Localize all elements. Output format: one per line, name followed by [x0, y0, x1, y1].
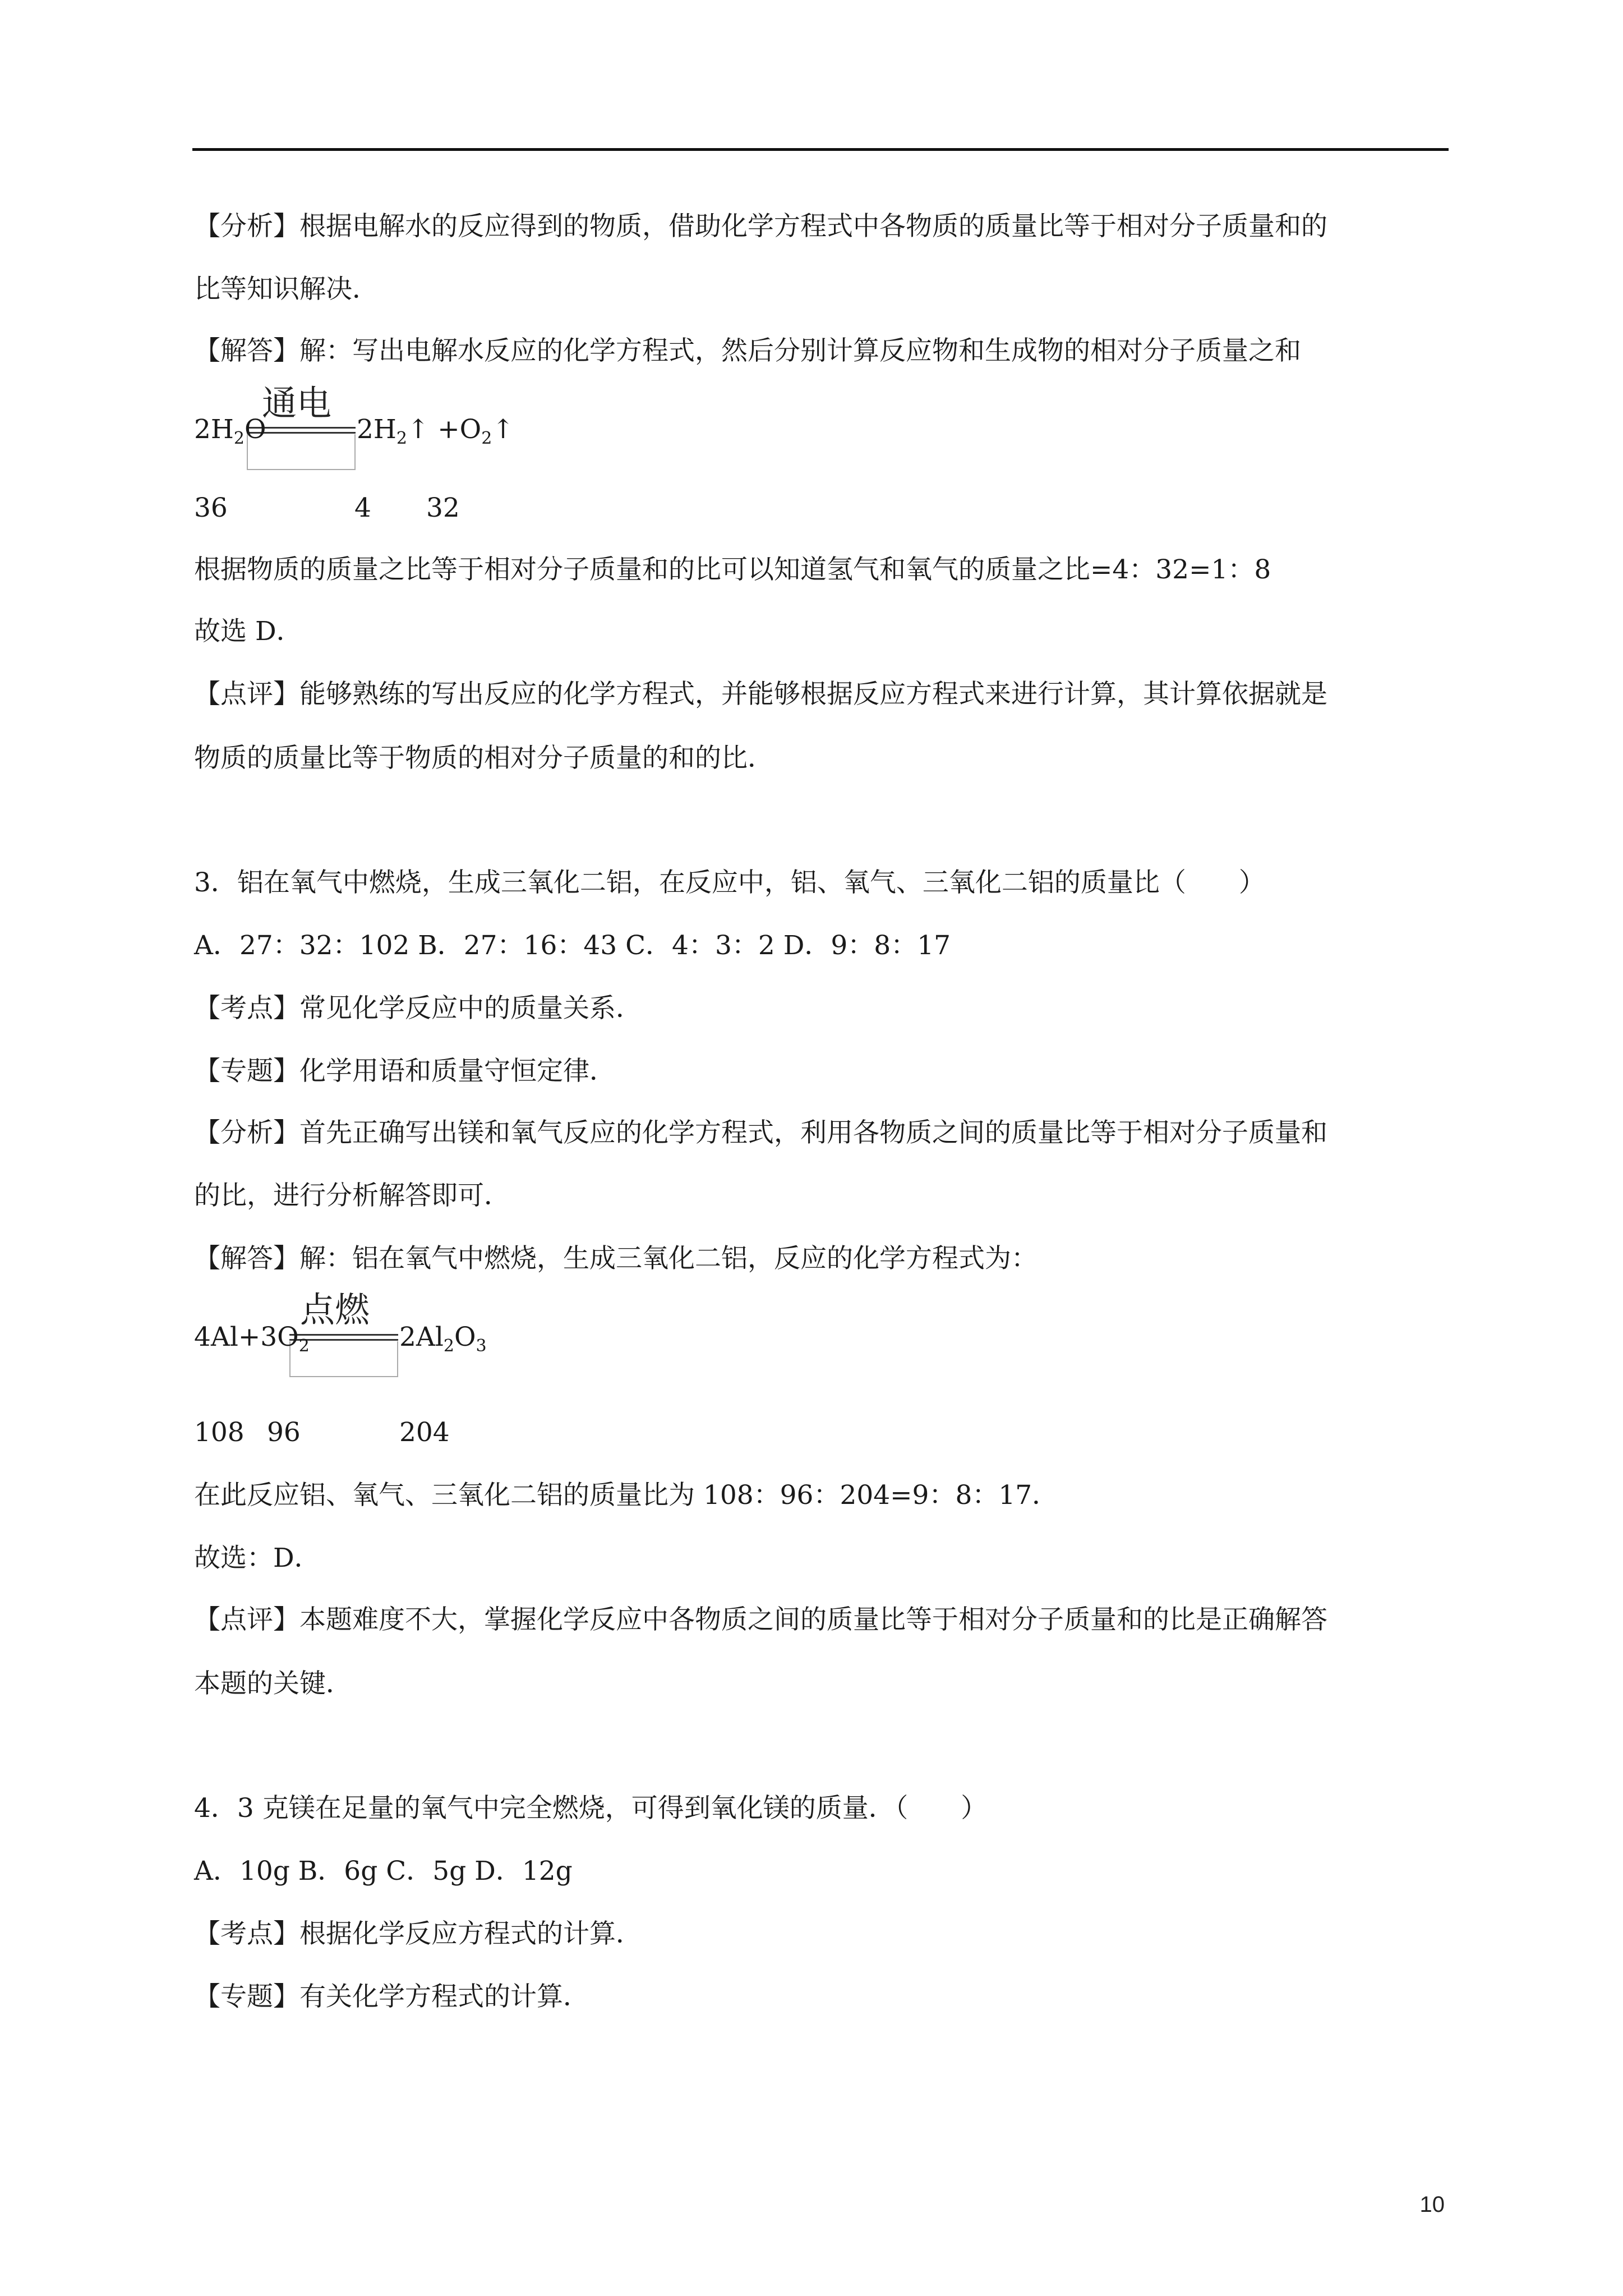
q3-kaodian-tag: 【考点】 — [194, 993, 299, 1024]
eq2-r-sub1: 2 — [443, 1336, 454, 1356]
q4-kaodian-tag: 【考点】 — [194, 1918, 299, 1949]
eq1-mass-h2: 4 — [354, 493, 371, 523]
q3-kaodian — [194, 992, 642, 1025]
q4-zhuanti-text: 有关化学方程式的计算． — [299, 1981, 589, 2012]
q3-answer: 故选：D． — [194, 1543, 321, 1573]
eq1-r-arrow: ↑ — [492, 414, 514, 445]
header-rule — [192, 148, 1449, 151]
eq1-mass-water: 36 — [194, 493, 228, 523]
q3-kaodian-text: 常见化学反应中的质量关系． — [299, 993, 642, 1024]
comment-line-cont: 物质的质量比等于物质的相对分子质量的和的比． — [194, 743, 774, 774]
eq2-left-sub: 2 — [298, 1336, 310, 1356]
eq1-condition: 通电 — [262, 383, 332, 424]
eq2-mass-al2o3: 204 — [399, 1417, 450, 1448]
comment-tag: 【点评】 — [194, 679, 299, 710]
choice-line: 故选 D． — [194, 616, 303, 647]
eq1-r-h: 2H — [357, 414, 396, 445]
q4-kaodian-text: 根据化学反应方程式的计算． — [299, 1918, 642, 1949]
comment-text: 能够熟练的写出反应的化学方程式，并能够根据反应方程式来进行计算，其计算依据就是 — [299, 679, 1327, 710]
q3-jieda-tag: 【解答】 — [194, 1243, 299, 1274]
q3-fenxi-text: 首先正确写出镁和氧气反应的化学方程式，利用各物质之间的质量比等于相对分子质量和 — [299, 1117, 1327, 1148]
eq2-condition: 点燃 — [300, 1289, 370, 1330]
q4-zhuanti-tag: 【专题】 — [194, 1981, 299, 2012]
eq2-left — [194, 1320, 310, 1354]
q3-result: 在此反应铝、氧气、三氧化二铝的质量比为 108：96：204=9：8：17． — [194, 1480, 1059, 1511]
eq1-left-sub: 2 — [233, 429, 245, 448]
eq1-r-o: ↑ +O — [407, 414, 482, 445]
page-number: 10 — [1419, 2192, 1445, 2217]
q3-fenxi-cont: 的比，进行分析解答即可． — [194, 1180, 510, 1211]
q3-dianping-cont: 本题的关键． — [194, 1668, 352, 1699]
q3-dianping — [194, 1603, 1327, 1637]
eq2-mass-o2: 96 — [267, 1417, 301, 1448]
eq2-mass-al: 108 — [194, 1417, 245, 1448]
comment-line — [194, 678, 1327, 711]
q3-dianping-tag: 【点评】 — [194, 1604, 299, 1635]
q3-zhuanti-text: 化学用语和质量守恒定律． — [299, 1056, 616, 1087]
eq1-right — [357, 413, 514, 447]
analysis-line — [194, 210, 1327, 243]
answer-line — [194, 334, 1301, 368]
eq1-left — [194, 413, 266, 447]
eq2-left-text: 4Al+3O — [194, 1322, 299, 1352]
q3-stem: 3．铝在氧气中燃烧，生成三氧化二铝，在反应中，铝、氧气、三氧化二铝的质量比（ ） — [194, 867, 1265, 898]
eq2-r-sub2: 3 — [476, 1336, 487, 1356]
q3-jieda-text: 解：铝在氧气中燃烧，生成三氧化二铝，反应的化学方程式为： — [299, 1243, 1038, 1274]
eq2-r-al: 2Al — [399, 1322, 444, 1352]
q3-fenxi-tag: 【分析】 — [194, 1117, 299, 1148]
answer-tag: 【解答】 — [194, 335, 299, 366]
q4-options: A．10g B．6g C．5g D．12g — [194, 1856, 573, 1887]
eq2-right — [399, 1320, 487, 1354]
q4-zhuanti — [194, 1980, 589, 2014]
q3-jieda — [194, 1242, 1038, 1276]
ratio-line: 根据物质的质量之比等于相对分子质量和的比可以知道氢气和氧气的质量之比=4：32=1：8 — [194, 554, 1271, 585]
q4-stem: 4．3 克镁在足量的氧气中完全燃烧，可得到氧化镁的质量．（ ） — [194, 1793, 988, 1824]
eq1-left-h: 2H — [194, 414, 234, 445]
q3-dianping-text: 本题难度不大，掌握化学反应中各物质之间的质量比等于相对分子质量和的比是正确解答 — [299, 1604, 1327, 1635]
q3-zhuanti — [194, 1055, 616, 1088]
eq2-r-o: O — [454, 1322, 476, 1352]
q4-kaodian — [194, 1917, 642, 1951]
q3-options: A．27：32：102 B．27：16：43 C．4：3：2 D．9：8：17 — [194, 930, 951, 961]
q3-fenxi — [194, 1116, 1327, 1150]
eq1-r-sub1: 2 — [396, 429, 407, 448]
analysis-tag: 【分析】 — [194, 211, 299, 242]
eq1-r-sub2: 2 — [481, 429, 492, 448]
analysis-text: 根据电解水的反应得到的物质，借助化学方程式中各物质的质量比等于相对分子质量和的 — [299, 211, 1327, 242]
analysis-line-cont: 比等知识解决． — [194, 274, 379, 305]
eq1-left-o: O — [244, 414, 266, 445]
answer-text: 解：写出电解水反应的化学方程式，然后分别计算反应物和生成物的相对分子质量之和 — [299, 335, 1301, 366]
q3-zhuanti-tag: 【专题】 — [194, 1056, 299, 1087]
eq1-mass-o2: 32 — [426, 493, 460, 523]
